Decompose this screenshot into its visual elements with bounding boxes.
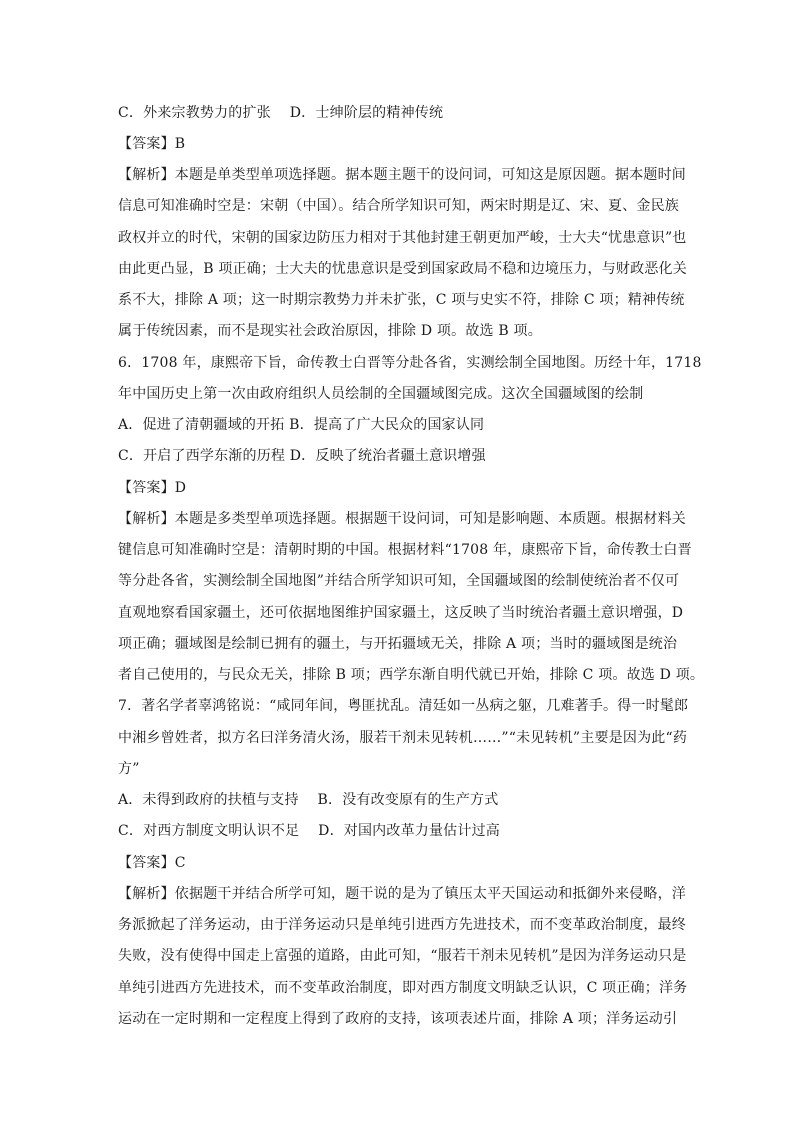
option-line-a-b: A．未得到政府的扶植与支持 B．没有改变原有的生产方式 (118, 792, 499, 808)
analysis-line: 政权并立的时代，宋朝的国家边防压力相对于其他封建王朝更加严峻，士大夫“忧患意识”也 (118, 230, 687, 246)
analysis-line: 系不大，排除 A 项；这一时期宗教势力并未扩张，C 项与史实不符，排除 C 项；精神传统 (118, 292, 685, 308)
question-7-stem: 方” (118, 761, 140, 777)
analysis-line: 【解析】依据题干并结合所学可知，题干说的是为了镇压太平天国运动和抵御外来侵略，洋 (118, 886, 686, 902)
option-line-c-d: C．外来宗教势力的扩张 D．士绅阶层的精神传统 (118, 105, 444, 121)
answer-label: 【答案】C (118, 855, 186, 871)
analysis-line: 单纯引进西方先进技术，而不变革政治制度，即对西方制度文明缺乏认识，C 项正确；洋务 (118, 980, 688, 996)
option-line-a-b: A．促进了清朝疆域的开拓 B．提高了广大民众的国家认同 (118, 417, 485, 433)
analysis-line: 等分赴各省，实测绘制全国地图”并结合所学知识可知，全国疆域图的绘制使统治者不仅可 (118, 573, 680, 589)
question-7-stem: 7．著名学者辜鸿铭说：“咸同年间，粤匪扰乱。清廷如一丛病之躯，几难著手。得一时髦郎 (118, 698, 689, 714)
answer-label: 【答案】D (118, 480, 187, 496)
question-6-stem: 6．1708 年，康熙帝下旨，命传教士白晋等分赴各省，实测绘制全国地图。历经十年，1718 (118, 355, 702, 371)
analysis-line: 【解析】本题是单类型单项选择题。据本题主题干的设问词，可知这是原因题。据本题时间 (118, 167, 686, 183)
analysis-line: 项正确；疆域图是绘制已拥有的疆土，与开拓疆域无关，排除 A 项；当时的疆域图是统治 (118, 636, 678, 652)
option-line-c-d: C．对西方制度文明认识不足 D．对国内改革力量估计过高 (118, 823, 500, 839)
analysis-line: 直观地察看国家疆土，还可依据地图维护国家疆土，这反映了当时统治者疆土意识增强，D (118, 605, 684, 621)
analysis-line: 【解析】本题是多类型单项选择题。根据题干设问词，可知是影响题、本质题。根据材料关 (118, 511, 686, 527)
question-6-stem: 年中国历史上第一次由政府组织人员绘制的全国疆域图完成。这次全国疆域图的绘制 (118, 386, 644, 402)
analysis-line: 信息可知准确时空是：宋朝（中国）。结合所学知识可知，两宋时期是辽、宋、夏、金民族 (118, 198, 679, 214)
answer-label: 【答案】B (118, 136, 186, 152)
analysis-line: 务派掀起了洋务运动，由于洋务运动只是单纯引进西方先进技术，而不变革政治制度，最终 (118, 917, 686, 933)
analysis-line: 属于传统因素，而不是现实社会政治原因，排除 D 项。故选 B 项。 (118, 323, 542, 339)
analysis-line: 运动在一定时期和一定程度上得到了政府的支持，该项表述片面，排除 A 项；洋务运动引 (118, 1011, 678, 1027)
question-7-stem: 中湘乡曾姓者，拟方名曰洋务清火汤，服若干剂未见转机……”“未见转机”主要是因为此“药 (118, 730, 688, 746)
analysis-line: 者自己使用的，与民众无关，排除 B 项；西学东渐自明代就已开始，排除 C 项。故选 D 项。 (118, 667, 705, 683)
analysis-line: 由此更凸显，B 项正确；士大夫的忧患意识是受到国家政局不稳和边境压力，与财政恶化关 (118, 261, 687, 277)
option-line-c-d: C．开启了西学东渐的历程 D．反映了统治者疆土意识增强 (118, 448, 486, 464)
analysis-line: 失败，没有使得中国走上富强的道路，由此可知，“服若干剂未见转机”是因为洋务运动只是 (118, 948, 687, 964)
analysis-line: 键信息可知准确时空是：清朝时期的中国。根据材料“1708 年，康熙帝下旨，命传教士白晋 (118, 542, 692, 558)
